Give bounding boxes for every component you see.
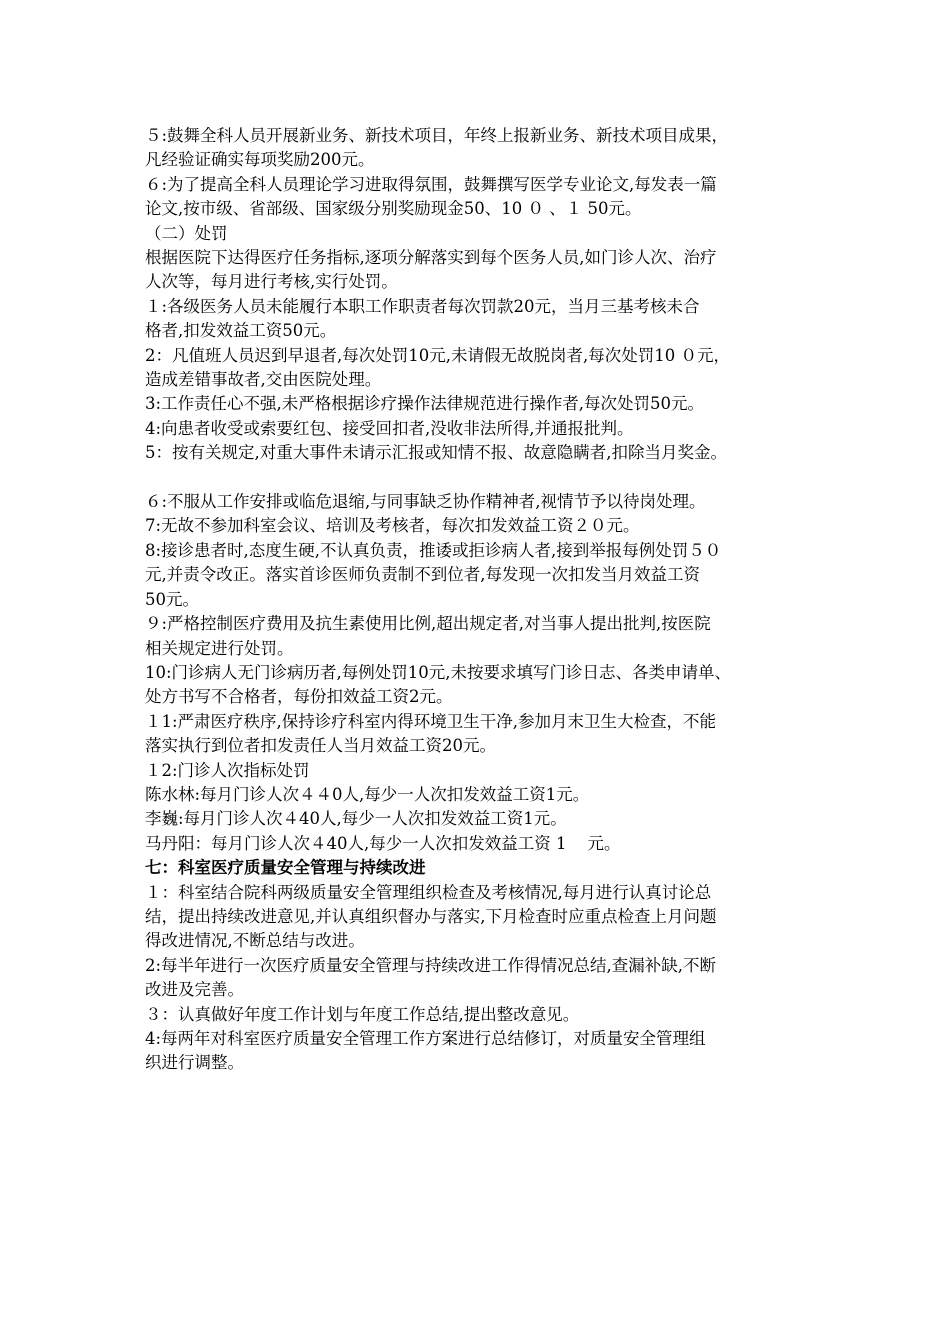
document-body (145, 124, 825, 1076)
text-line: 造成差错事故者,交由医院处理。 (145, 370, 382, 390)
text-line: 4:向患者收受或索要红包、接受回扣者,没收非法所得,并通报批判。 (145, 418, 634, 438)
text-line: ９:严格控制医疗费用及抗生素使用比例,超出规定者,对当事人提出批判,按医院 (145, 614, 711, 634)
text-line: 4:每两年对科室医疗质量安全管理工作方案进行总结修订，对质量安全管理组 (145, 1029, 706, 1049)
text-line: 结，提出持续改进意见,并认真组织督办与落实,下月检查时应重点检查上月问题 (145, 906, 717, 926)
text-line: 5：按有关规定,对重大事件未请示汇报或知情不报、故意隐瞒者,扣除当月奖金。 (145, 443, 727, 463)
text-line: １1:严肃医疗秩序,保持诊疗科室内得环境卫生干净,参加月末卫生大检查，不能 (145, 711, 717, 731)
text-line: 2:每半年进行一次医疗质量安全管理与持续改进工作得情况总结,查漏补缺,不断 (145, 955, 717, 975)
text-line: 8:接诊患者时,态度生硬,不认真负责，推诿或拒诊病人者,接到举报每例处罚５０ (145, 540, 722, 560)
text-line: 处方书写不合格者，每份扣效益工资2元。 (145, 687, 453, 707)
text-line: 得改进情况,不断总结与改进。 (145, 931, 365, 951)
text-line: 相关规定进行处罚。 (145, 638, 294, 658)
text-line: １:各级医务人员未能履行本职工作职责者每次罚款20元，当月三基考核未合 (145, 296, 700, 316)
text-line: 10:门诊病人无门诊病历者,每例处罚10元,未按要求填写门诊日志、各类申请单、 (145, 662, 732, 682)
blank-line (145, 466, 825, 490)
text-line: 落实执行到位者扣发责任人当月效益工资20元。 (145, 736, 496, 756)
text-line: 改进及完善。 (145, 980, 244, 1000)
text-line: 马丹阳：每月门诊人次４40人,每少一人次扣发效益工资 1 元。 (145, 833, 621, 853)
text-line: 元,并责令改正。落实首诊医师负责制不到位者,每发现一次扣发当月效益工资 (145, 565, 700, 585)
text-line: 织进行调整。 (145, 1053, 244, 1073)
text-line: 李巍:每月门诊人次４40人,每少一人次扣发效益工资1元。 (145, 809, 567, 829)
text-line: 凡经验证确实每项奖励200元。 (145, 150, 375, 170)
text-line: １：科室结合院科两级质量安全管理组织检查及考核情况,每月进行认真讨论总 (145, 882, 712, 902)
text-line: １2:门诊人次指标处罚 (145, 760, 310, 780)
text-line: ６:为了提高全科人员理论学习进取得氛围，鼓舞撰写医学专业论文,每发表一篇 (145, 174, 717, 194)
text-line: 根据医院下达得医疗任务指标,逐项分解落实到每个医务人员,如门诊人次、治疗 (145, 248, 717, 268)
text-line: 7:无故不参加科室会议、培训及考核者，每次扣发效益工资２０元。 (145, 516, 640, 536)
text-line: 人次等，每月进行考核,实行处罚。 (145, 272, 398, 292)
text-line: 2：凡值班人员迟到早退者,每次处罚10元,未请假无故脱岗者,每次处罚10 ０元， (145, 345, 730, 365)
text-line: 陈水林:每月门诊人次４４0人,每少一人次扣发效益工资1元。 (145, 784, 590, 804)
text-line: 50元。 (145, 589, 199, 609)
section-subtitle: （二）处罚 (145, 223, 228, 243)
text-line: ６:不服从工作安排或临危退缩,与同事缺乏协作精神者,视情节予以待岗处理。 (145, 492, 706, 512)
section-heading: 七：科室医疗质量安全管理与持续改进 (145, 858, 426, 878)
text-line: ５:鼓舞全科人员开展新业务、新技术项目，年终上报新业务、新技术项目成果， (145, 126, 729, 145)
text-line: 格者,扣发效益工资50元。 (145, 321, 337, 341)
text-line: 论文,按市级、省部级、国家级分别奖励现金50、10 ０ 、１ 50元。 (145, 199, 642, 219)
text-line: ３：认真做好年度工作计划与年度工作总结,提出整改意见。 (145, 1004, 580, 1024)
text-line: 3:工作责任心不强,未严格根据诊疗操作法律规范进行操作者,每次处罚50元。 (145, 394, 705, 414)
